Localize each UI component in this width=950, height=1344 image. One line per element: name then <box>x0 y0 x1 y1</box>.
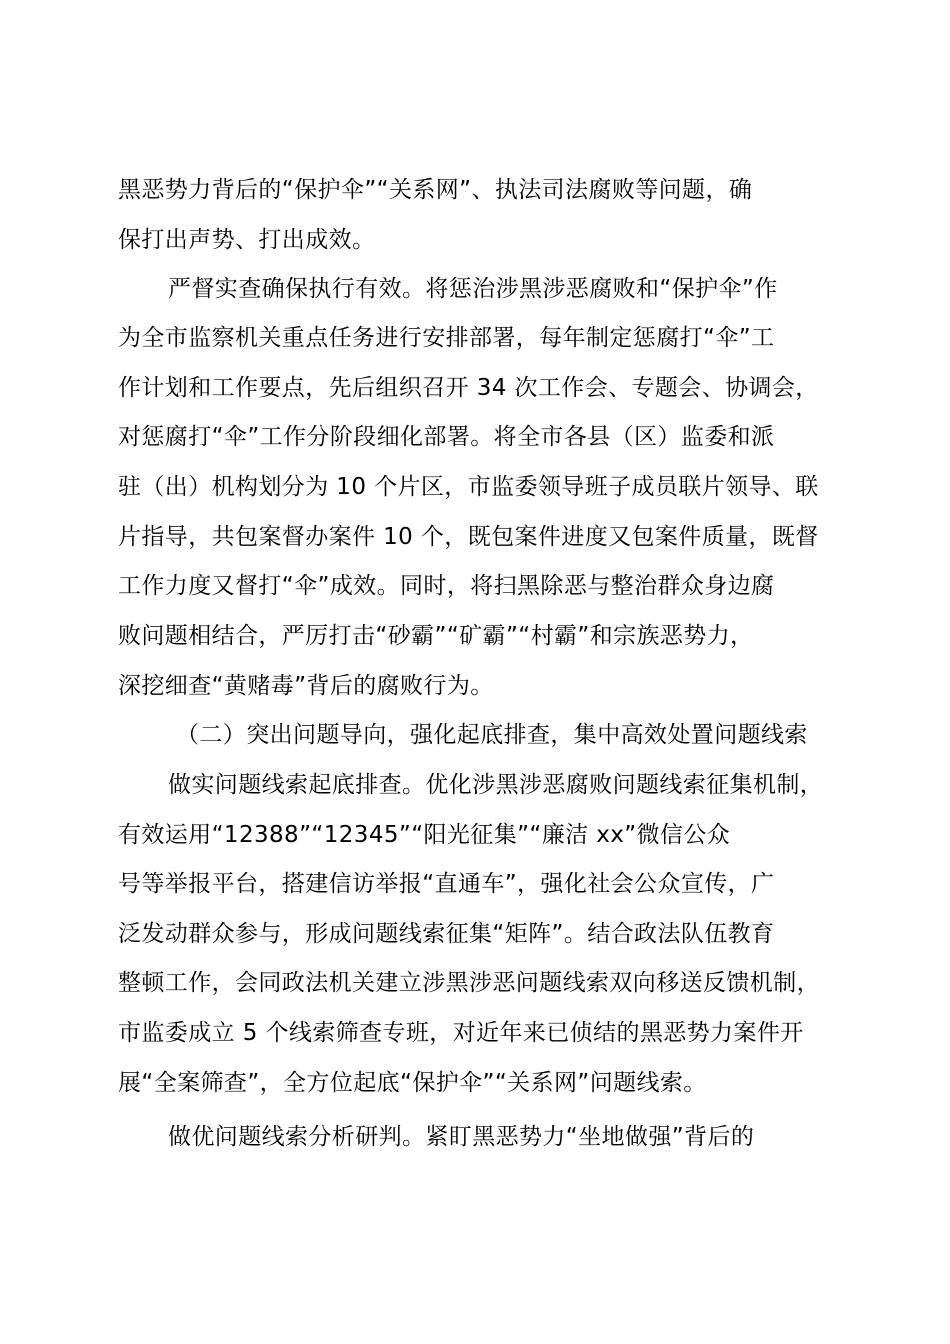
text-line: 整顿工作，会同政法机关建立涉黑涉恶问题线索双向移送反馈机制， <box>118 970 820 996</box>
text-line: 作计划和工作要点，先后组织召开 34 次工作会、专题会、协调会， <box>118 375 819 401</box>
text-line: 黑恶势力背后的“保护伞”“关系网”、执法司法腐败等问题，确 <box>118 177 753 203</box>
text-line: 深挖细查“黄赌毒”背后的腐败行为。 <box>118 673 494 699</box>
text-line: 片指导，共包案督办案件 10 个，既包案件进度又包案件质量，既督 <box>118 524 819 550</box>
text-line: 对惩腐打“伞”工作分阶段细化部署。将全市各县（区）监委和派 <box>118 424 775 450</box>
paragraph-start-line: 做实问题线索起底排查。优化涉黑涉恶腐败问题线索征集机制， <box>168 772 824 798</box>
text-line: 保打出声势、打出成效。 <box>118 227 376 253</box>
text-line: 驻（出）机构划分为 10 个片区，市监委领导班子成员联片领导、联 <box>118 474 819 500</box>
section-heading: （二）突出问题导向，强化起底排查，集中高效处置问题线索 <box>176 722 808 748</box>
text-line: 有效运用“12388”“12345”“阳光征集”“廉洁 xx”微信公众 <box>118 822 731 848</box>
text-line: 工作力度又督打“伞”成效。同时，将扫黑除恶与整治群众身边腐 <box>118 573 775 599</box>
text-line: 为全市监察机关重点任务进行安排部署，每年制定惩腐打“伞”工 <box>118 325 775 351</box>
text-line: 市监委成立 5 个线索筛查专班，对近年来已侦结的黑恶势力案件开 <box>118 1020 804 1046</box>
text-line: 号等举报平台，搭建信访举报“直通车”，强化社会公众宣传，广 <box>118 871 775 897</box>
text-line: 展“全案筛查”，全方位起底“保护伞”“关系网”问题线索。 <box>118 1070 707 1096</box>
paragraph-start-line: 严督实查确保执行有效。将惩治涉黑涉恶腐败和“保护伞”作 <box>168 276 778 302</box>
text-line: 败问题相结合，严厉打击“砂霸”“矿霸”“村霸”和宗族恶势力， <box>118 623 754 649</box>
paragraph-start-line: 做优问题线索分析研判。紧盯黑恶势力“坐地做强”背后的 <box>168 1124 755 1150</box>
text-line: 泛发动群众参与，形成问题线索征集“矩阵”。结合政法队伍教育 <box>118 921 775 947</box>
